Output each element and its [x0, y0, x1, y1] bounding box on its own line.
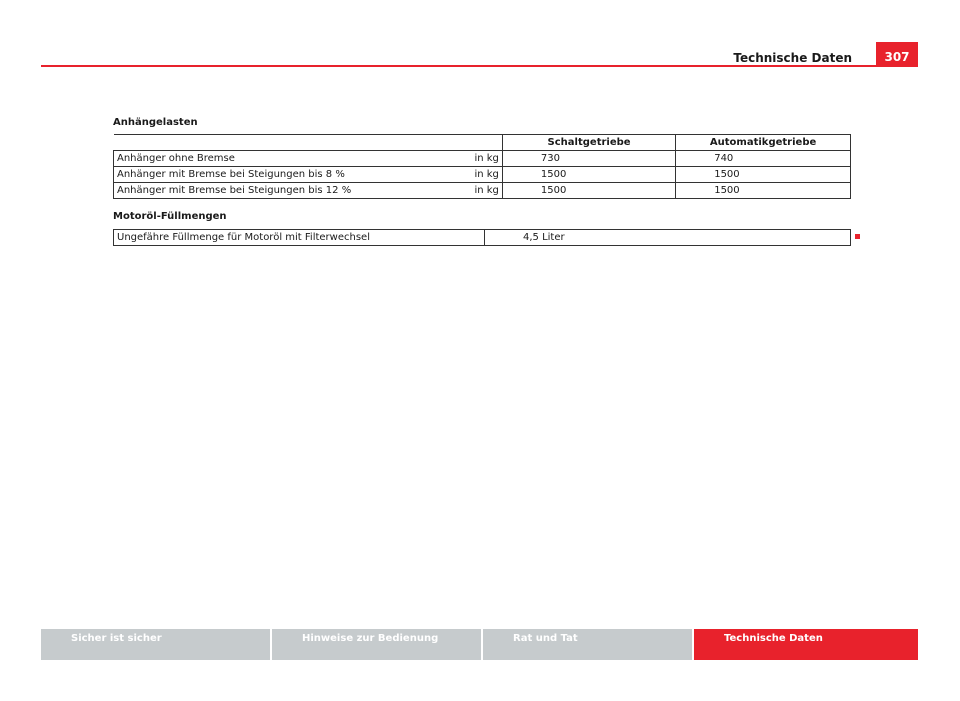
- row-value-automatic: 1500: [676, 167, 851, 183]
- section-end-marker: [855, 234, 860, 239]
- row-value-automatic: 1500: [676, 183, 851, 199]
- oil-capacity-table: [113, 229, 851, 246]
- table-row: [114, 167, 851, 183]
- row-unit: in kg: [471, 151, 502, 167]
- section-title-oil: Motoröl-Füllmengen: [113, 211, 227, 222]
- row-label: Anhänger mit Bremse bei Steigungen bis 12 %: [114, 183, 472, 199]
- chapter-title: Technische Daten: [733, 51, 852, 65]
- section-title-trailer-loads: Anhängelasten: [113, 117, 198, 128]
- page-number: 307: [876, 42, 918, 67]
- footer-tab-safety[interactable]: Sicher ist sicher: [41, 629, 270, 660]
- row-label: Anhänger ohne Bremse: [114, 151, 472, 167]
- table-header-manual: Schaltgetriebe: [502, 135, 675, 151]
- table-header-empty-unit: [471, 135, 502, 151]
- table-row: [114, 183, 851, 199]
- oil-value: 4,5 Liter: [485, 230, 851, 246]
- row-unit: in kg: [471, 167, 502, 183]
- table-header-empty: [114, 135, 472, 151]
- row-label: Anhänger mit Bremse bei Steigungen bis 8 %: [114, 167, 472, 183]
- row-value-manual: 1500: [502, 167, 675, 183]
- table-row: [114, 230, 851, 246]
- footer-tab-operation[interactable]: Hinweise zur Bedienung: [272, 629, 481, 660]
- trailer-loads-table: [113, 134, 851, 199]
- row-value-manual: 1500: [502, 183, 675, 199]
- header-rule: [41, 65, 918, 67]
- footer-tab-advice[interactable]: Rat und Tat: [483, 629, 692, 660]
- footer-navigation: [41, 629, 918, 660]
- table-row: [114, 151, 851, 167]
- row-value-manual: 730: [502, 151, 675, 167]
- oil-label: Ungefähre Füllmenge für Motoröl mit Filterwechsel: [114, 230, 485, 246]
- row-value-automatic: 740: [676, 151, 851, 167]
- table-header-automatic: Automatikgetriebe: [676, 135, 851, 151]
- footer-tab-technical-data[interactable]: Technische Daten: [694, 629, 918, 660]
- row-unit: in kg: [471, 183, 502, 199]
- table-header-row: [114, 135, 851, 151]
